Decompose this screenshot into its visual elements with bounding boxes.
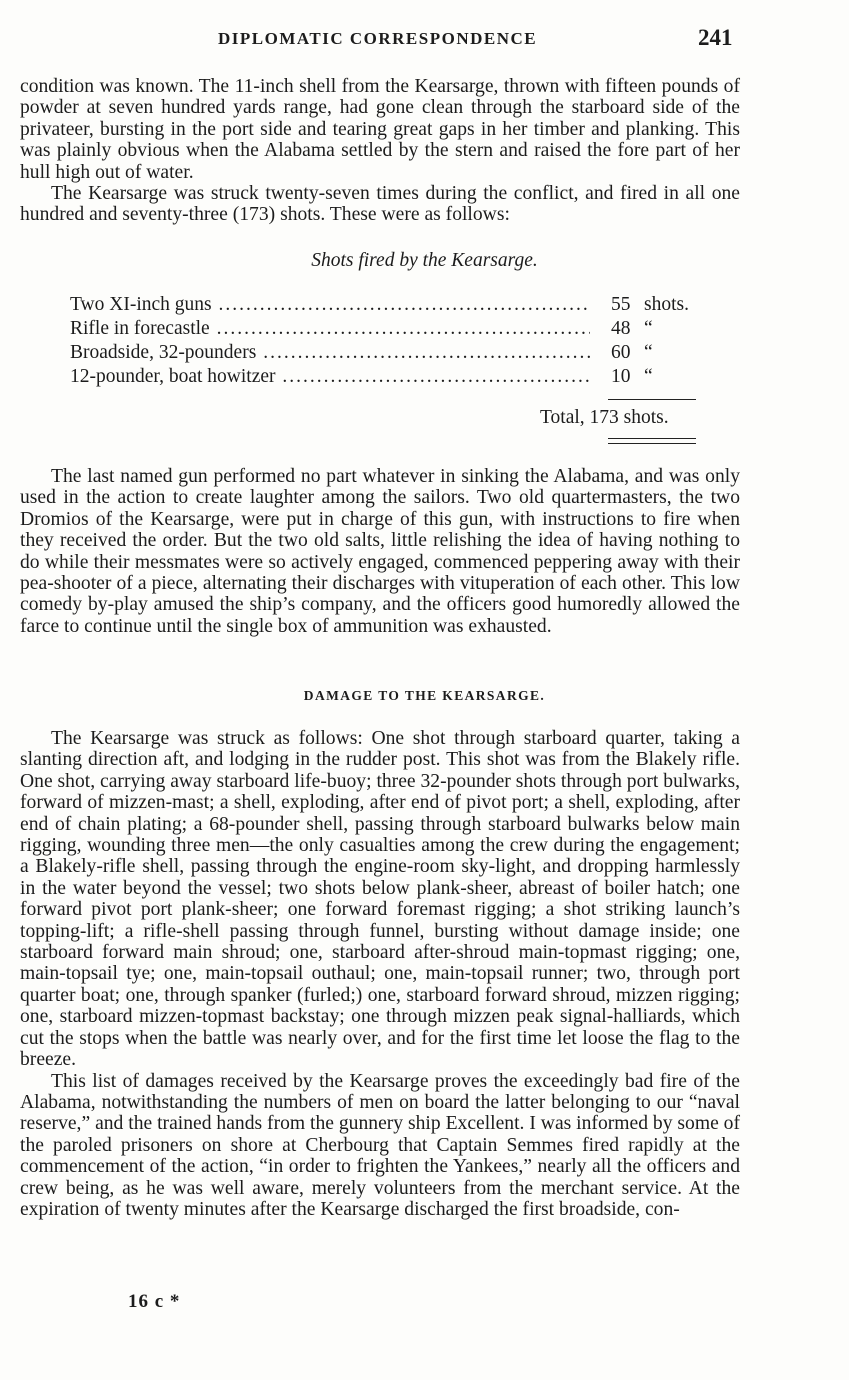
running-title: DIPLOMATIC CORRESPONDENCE bbox=[218, 29, 538, 48]
paragraph: This list of damages received by the Kearsarge proves the exceedingly bad fire of the Alabama, notwithstanding the numbers of men on board the latter belonging to our “naval reserve,” and the trained hands from the gunnery ship Excellent. I was informed by some of the paroled prisoners on shore at Cherbourg that Captain Semmes fired rapidly at the commencement of the action, “in order to frighten the Yankees,” nearly all the officers and crew being, as he was well aware, merely volunteers from the merchant service. At the expiration of twenty minutes after the Kearsarge discharged the first broadside, con- bbox=[20, 1070, 740, 1220]
double-rule-bottom bbox=[608, 443, 696, 444]
row-label: Broadside, 32-pounders ..... bbox=[70, 342, 590, 364]
signature-mark: 16 c * bbox=[128, 1291, 181, 1312]
page-header bbox=[0, 27, 849, 55]
row-label: Rifle in forecastle ..... bbox=[70, 318, 590, 340]
text-block-middle bbox=[20, 466, 740, 637]
table-total: Total, 173 shots. bbox=[540, 407, 669, 428]
table-row bbox=[70, 366, 700, 390]
table-row bbox=[70, 318, 700, 342]
shots-table bbox=[70, 294, 700, 390]
row-label: 12-pounder, boat howitzer ..... bbox=[70, 366, 590, 388]
row-unit: “ bbox=[644, 342, 653, 363]
sum-rule bbox=[608, 399, 696, 400]
paragraph: The Kearsarge was struck twenty-seven times during the conflict, and fired in all one hundred and seventy-three (173) shots. These were as follows: bbox=[20, 183, 740, 226]
row-count: 48 bbox=[611, 318, 631, 339]
row-unit: shots. bbox=[644, 294, 689, 315]
row-label: Two XI-inch guns ..... bbox=[70, 294, 590, 316]
page-number: 241 bbox=[698, 25, 733, 50]
text-block-bottom bbox=[20, 728, 740, 1220]
text-block-top bbox=[20, 76, 740, 226]
table-row bbox=[70, 294, 700, 318]
row-unit: “ bbox=[644, 318, 653, 339]
table-title: Shots fired by the Kearsarge. bbox=[311, 250, 538, 271]
paragraph: The Kearsarge was struck as follows: One shot through starboard quarter, taking a slanting direction aft, and lodging in the rudder post. This shot was from the Blakely rifle. One shot, carrying away starboard life-buoy; three 32-pounder shots through port bulwarks, forward of mizzen-mast; a shell, exploding, after end of pivot port; a shell, exploding, after end of chain plating; a 68-pounder shell, passing through starboard bulwarks below main rigging, wounding three men—the only casualties among the crew during the engagement; a Blakely-rifle shell, passing through the engine-room sky-light, and dropping harmlessly in the water beyond the vessel; two shots below plank-sheer, abreast of boiler hatch; one forward pivot port plank-sheer; one forward foremast rigging; a shot striking launch’s topping-lift; a rifle-shell passing through funnel, bursting without damage inside; one starboard forward main shroud; one, starboard after-shroud main-topmast rigging; one, main-topsail tye; one, main-topsail outhaul; one, main-topsail runner; two, through port quarter boat; one, through spanker (furled;) one, starboard forward shroud, mizzen rigging; one, starboard mizzen-topmast backstay; one through mizzen peak signal-halliards, which cut the stops when the battle was nearly over, and for the first time let loose the flag to the breeze. bbox=[20, 728, 740, 1071]
row-unit: “ bbox=[644, 366, 653, 387]
row-count: 55 bbox=[611, 294, 631, 315]
double-rule-top bbox=[608, 438, 696, 439]
section-heading: DAMAGE TO THE KEARSARGE. bbox=[303, 688, 546, 703]
row-count: 60 bbox=[611, 342, 631, 363]
paragraph: The last named gun performed no part whatever in sinking the Alabama, and was only used in the action to create laughter among the sailors. Two old quartermasters, the two Dromios of the Kearsarge, were put in charge of this gun, with instructions to fire when they received the order. But the two old salts, little relishing the idea of having nothing to do while their messmates were so actively engaged, commenced peppering away with their pea-shooter of a piece, alternating their discharges with vituperation of each other. This low comedy by-play amused the ship’s company, and the officers good humoredly allowed the farce to continue until the single box of ammunition was exhausted. bbox=[20, 466, 740, 637]
table-row bbox=[70, 342, 700, 366]
paragraph: condition was known. The 11-inch shell from the Kearsarge, thrown with fifteen pounds of powder at seven hundred yards range, had gone clean through the starboard side of the privateer, bursting in the port side and tearing great gaps in her timber and planking. This was plainly obvious when the Alabama settled by the stern and raised the fore part of her hull high out of water. bbox=[20, 76, 740, 183]
row-count: 10 bbox=[611, 366, 631, 387]
